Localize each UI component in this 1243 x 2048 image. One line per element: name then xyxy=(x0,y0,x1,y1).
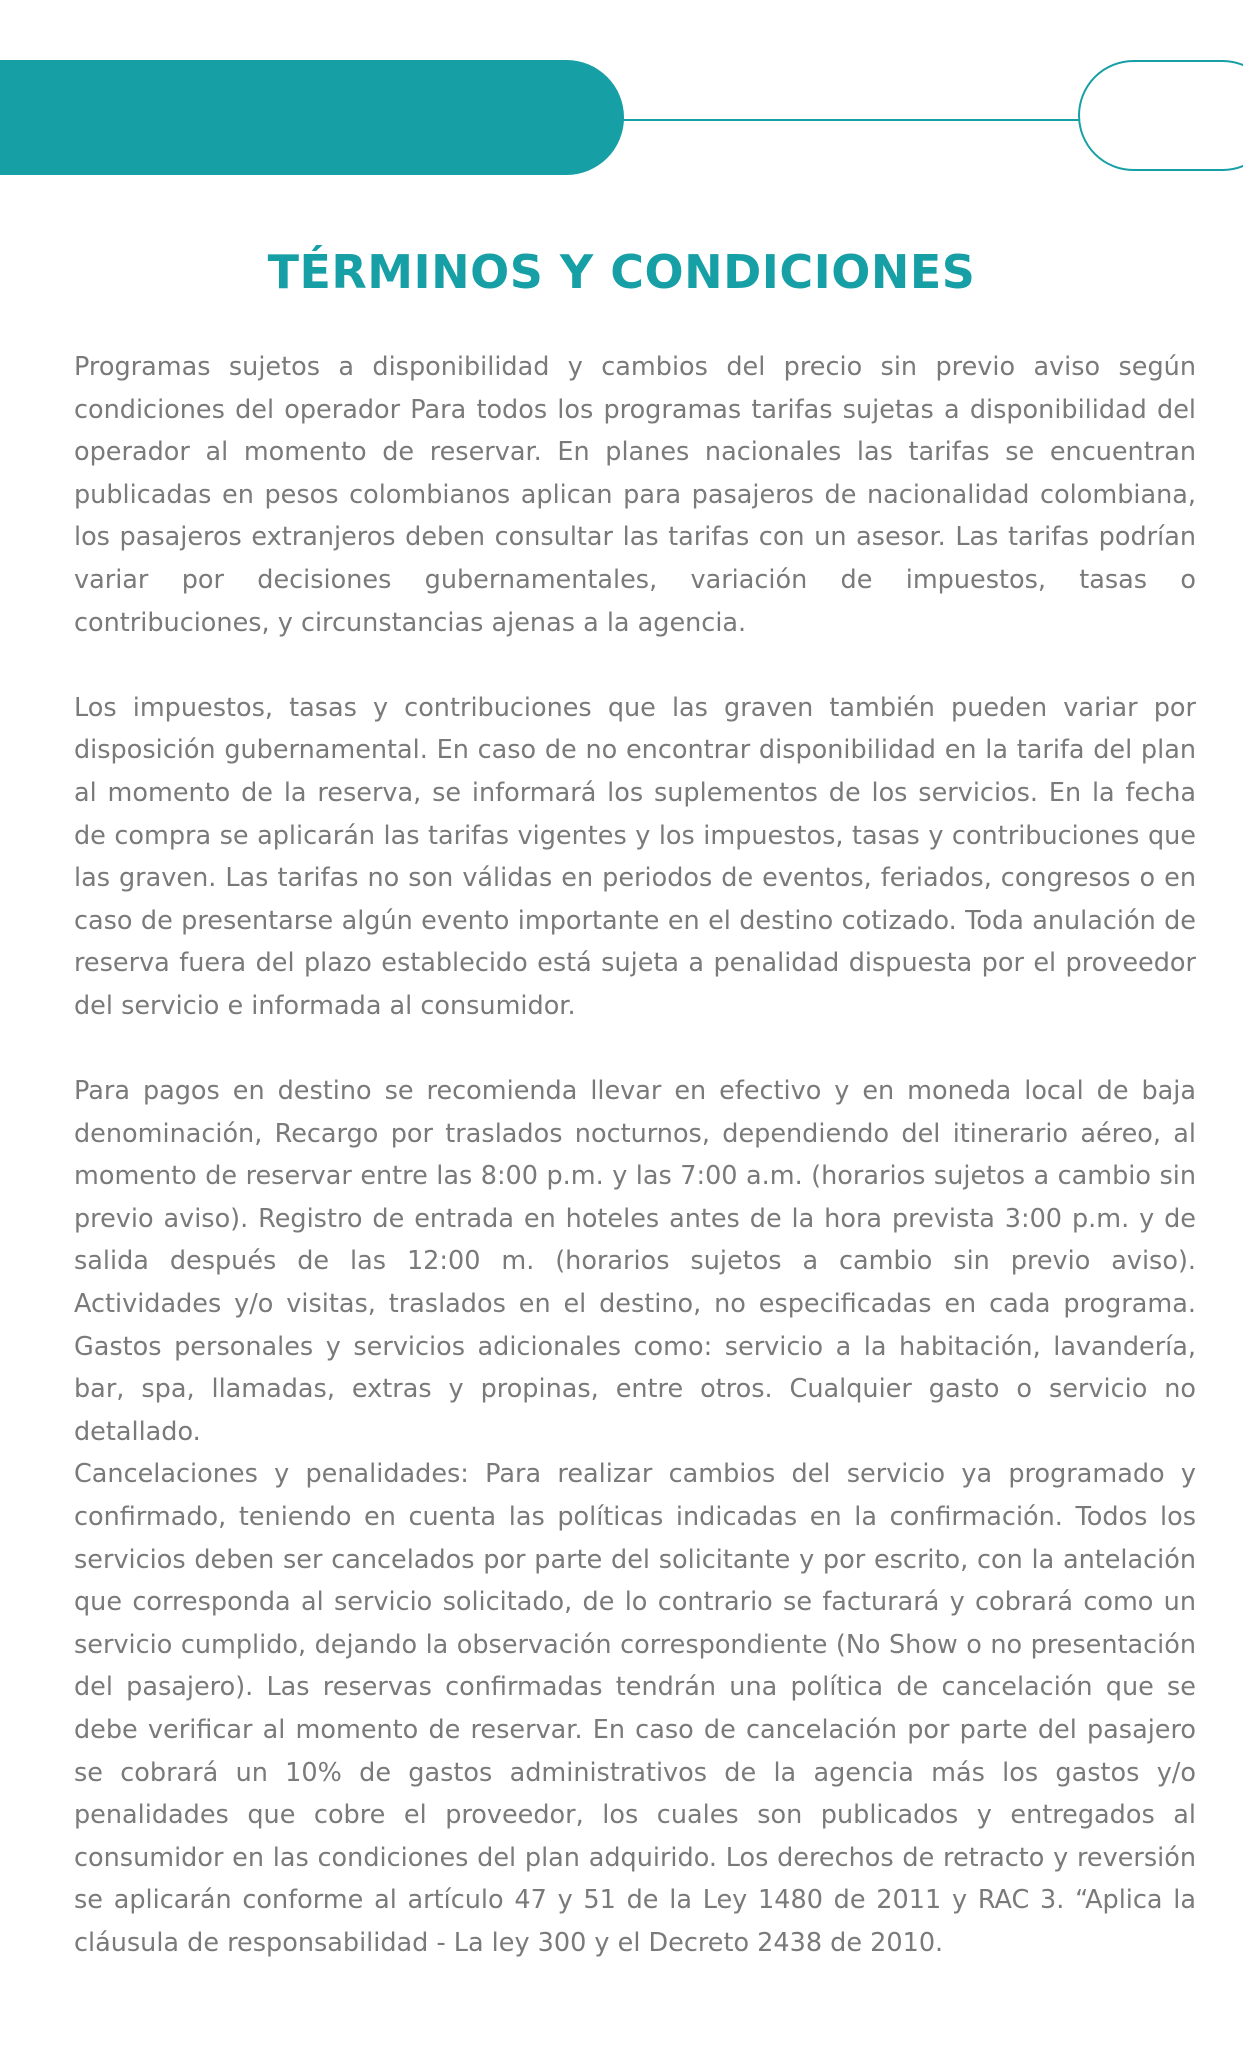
header-accent-bar xyxy=(0,60,624,175)
header-divider-line xyxy=(620,119,1080,121)
header-outline-pill xyxy=(1078,60,1243,171)
terms-paragraph-cancellations: Cancelaciones y penalidades: Para realizar cambios del servicio ya programado y confirmado, teniendo en cuenta las políticas indicadas en la confirmación. Todos los servicios deben ser cancelados por parte del solicitante y por escrito, con la antelación que corresponda al servicio solicitado, de lo contrario se facturará y cobrará como un servicio cumplido, dejando la observación correspondiente (No Show o no presentación del pasajero). Las reservas confirmadas tendrán una política de cancelación que se debe verificar al momento de reservar. En caso de cancelación por parte del pasajero se cobrará un 10% de gastos administrativos de la agencia más los gastos y/o penalidades que cobre el proveedor, los cuales son publicados y entregados al consumidor en las condiciones del plan adquirido. Los derechos de retracto y reversión se aplicarán conforme al artículo 47 y 51 de la Ley 1480 de 2011 y RAC 3. “Aplica la cláusula de responsabilidad - La ley 300 y el Decreto 2438 de 2010. xyxy=(74,1459,1196,1958)
terms-body xyxy=(74,346,1196,1965)
page-title: TÉRMINOS Y CONDICIONES xyxy=(267,245,976,299)
terms-paragraph-availability: Programas sujetos a disponibilidad y cambios del precio sin previo aviso según condiciones del operador Para todos los programas tarifas sujetas a disponibilidad del operador al momento de reservar. En planes nacionales las tarifas se encuentran publicadas en pesos colombianos aplican para pasajeros de nacionalidad colombiana, los pasajeros extranjeros deben consultar las tarifas con un asesor. Las tarifas podrían variar por decisiones gubernamentales, variación de impuestos, tasas o contribuciones, y circunstancias ajenas a la agencia. xyxy=(74,352,1196,638)
terms-paragraph-payments: Para pagos en destino se recomienda llevar en efectivo y en moneda local de baja denominación, Recargo por traslados nocturnos, dependiendo del itinerario aéreo, al momento de reservar entre las 8:00 p.m. y las 7:00 a.m. (horarios sujetos a cambio sin previo aviso). Registro de entrada en hoteles antes de la hora prevista 3:00 p.m. y de salida después de las 12:00 m. (horarios sujetos a cambio sin previo aviso). Actividades y/o visitas, traslados en el destino, no especificadas en cada programa. Gastos personales y servicios adicionales como: servicio a la habitación, lavandería, bar, spa, llamadas, extras y propinas, entre otros. Cualquier gasto o servicio no detallado. xyxy=(74,1076,1196,1447)
terms-paragraph-taxes: Los impuestos, tasas y contribuciones que las graven también pueden variar por disposición gubernamental. En caso de no encontrar disponibilidad en la tarifa del plan al momento de la reserva, se informará los suplementos de los servicios. En la fecha de compra se aplicarán las tarifas vigentes y los impuestos, tasas y contribuciones que las graven. Las tarifas no son válidas en periodos de eventos, feriados, congresos o en caso de presentarse algún evento importante en el destino cotizado. Toda anulación de reserva fuera del plazo establecido está sujeta a penalidad dispuesta por el proveedor del servicio e informada al consumidor. xyxy=(74,692,1196,1021)
